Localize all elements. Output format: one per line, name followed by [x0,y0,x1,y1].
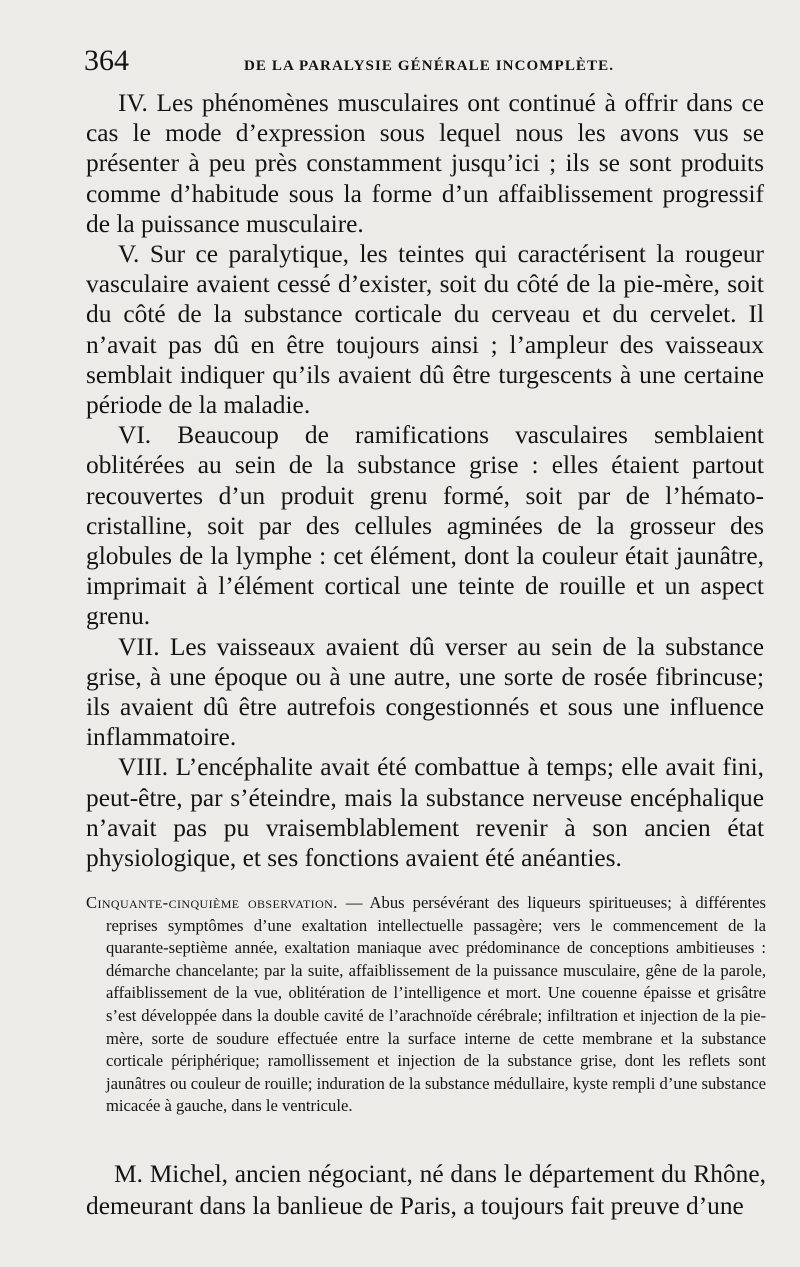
main-text [86,88,764,873]
paragraph-vii [86,632,764,753]
paragraph-number: V. [118,240,140,269]
paragraph-number: VII. [118,632,160,661]
paragraph-text: Les phénomènes musculaires ont continué à offrir dans ce cas le mode d’expression sous lequel nous les avons vus se présenter à peu près constamment jusqu’ici ; ils se sont produits comme d’habitude sous la forme d’un affaiblissement progressif de la puissance musculaire. [86,89,765,238]
observation-text: — Abus persévérant des liqueurs spiritueuses; à différentes reprises symptômes d’une exaltation intellectuelle passagère; vers le commencement de la quarante-septième année, exaltation maniaque avec prédominance de conceptions ambitieuses : démarche chancelante; par la suite, affaiblissement de la puissance musculaire, gêne de la parole, affaiblissement de la vue, oblitération de l’intelligence et mort. Une couenne épaisse et grisâtre s’est développée dans la double cavité de l’arachnoïde cérébrale; infiltration et injection de la pie-mère, sorte de soudure effectuée entre la surface interne de cette membrane et la substance corticale périphérique; ramollissement et injection de la substance grise, dont les reflets sont jaunâtres ou couleur de rouille; induration de la substance médullaire, kyste rempli d’une substance micacée à gauche, dans le ventricule. [106,893,766,1116]
paragraph-number: IV. [118,89,148,117]
running-title: DE LA PARALYSIE GÉNÉRALE INCOMPLÈTE. [244,58,615,74]
observation-summary-body [86,892,766,1118]
closing-paragraph-text: M. Michel, ancien négociant, né dans le département du Rhône, demeurant dans la banlieue de Paris, a toujours fait preuve d’une [86,1160,766,1220]
paragraph-number: VIII. [118,753,169,782]
paragraph-vi [86,420,764,631]
page-number: 364 [84,44,129,77]
paragraph-text: Les vaisseaux avaient dû verser au sein de la substance grise, à une époque ou à une autre, une sorte de rosée fibrincuse; ils avaient dû être autrefois congestionnés et sous une influence inflammatoire. [86,632,764,752]
paragraph-viii [86,752,764,873]
observation-heading: Cinquante-cinquième observation. [86,893,338,912]
page-header [84,40,774,80]
paragraph-text: Beaucoup de ramifications vasculaires semblaient oblitérées au sein de la substance grise : elles étaient partout recouvertes d’un produit grenu formé, soit par de l’hémato-cristalline, soit par des cellules agminées de la grosseur des globules de la lymphe : cet élément, dont la couleur était jaunâtre, imprimait à l’élément cortical une teinte de rouille et un aspect grenu. [86,421,764,631]
paragraph-number: VI. [118,421,152,450]
paragraph-text: Sur ce paralytique, les teintes qui caractérisent la rougeur vasculaire avaient cessé d’exister, soit du côté de la pie-mère, soit du côté de la substance corticale du cerveau et du cervelet. Il n’avait pas dû en être toujours ainsi ; l’ampleur des vaisseaux semblait indiquer qu’ils avaient dû être turgescents à une certaine période de la maladie. [86,240,764,420]
closing-paragraph [86,1158,766,1222]
paragraph-text: L’encéphalite avait été combattue à temps; elle avait fini, peut-être, par s’éteindre, mais la substance nerveuse encéphalique n’avait pas pu vraisemblablement revenir à son ancien état physiologique, et ses fonctions avaient été anéanties. [86,753,764,873]
observation-summary [86,892,766,1118]
paragraph-iv [86,88,764,239]
paragraph-v [86,239,764,420]
